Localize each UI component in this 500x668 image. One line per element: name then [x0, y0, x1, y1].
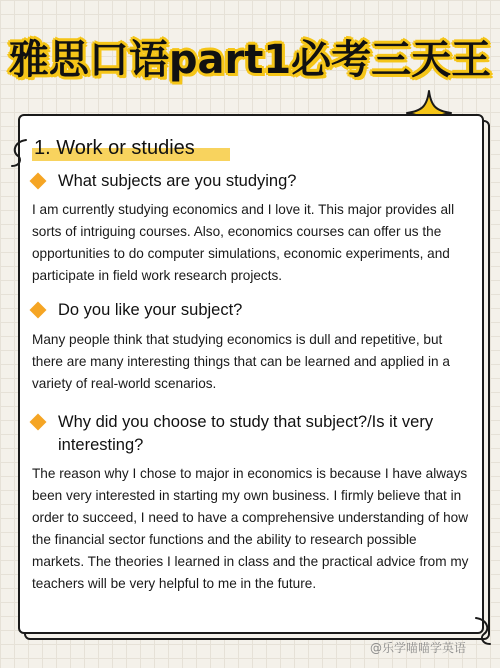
question-item — [32, 170, 482, 193]
question-text: What subjects are you studying? — [58, 172, 297, 190]
question-item — [32, 299, 482, 322]
answer-text: I am currently studying economics and I love it. This major provides all sorts of intriguing courses. Also, economics courses can offer us the opportunities to do computer simulations, economic experiments, and participate in field work research projects. — [32, 202, 455, 283]
page-curl-icon — [472, 616, 494, 646]
section-heading-text: 1. Work or studies — [34, 137, 195, 159]
question-item — [32, 411, 482, 457]
watermark: @乐学喵喵学英语 — [370, 641, 467, 655]
section-heading — [34, 134, 195, 162]
answer-text: Many people think that studying economics is dull and repetitive, but there are many interesting things that can be learned and applied in a variety of real-world scenarios. — [32, 332, 450, 391]
answer-text: The reason why I chose to major in economics is because I have always been very interested in starting my own business. I firmly believe that in order to succeed, I need to have a comprehensive understanding of how the financial sector functions and the ability to research possible markets. The theories I learned in class and the practical advice from my teachers will be very helpful to me in the future. — [32, 466, 469, 591]
question-text: Do you like your subject? — [58, 301, 243, 319]
question-text: Why did you choose to study that subject?/Is it very interesting? — [58, 413, 434, 454]
page-curl-icon — [8, 138, 30, 168]
page-title: 雅思口语part1必考三天王 — [8, 37, 492, 83]
